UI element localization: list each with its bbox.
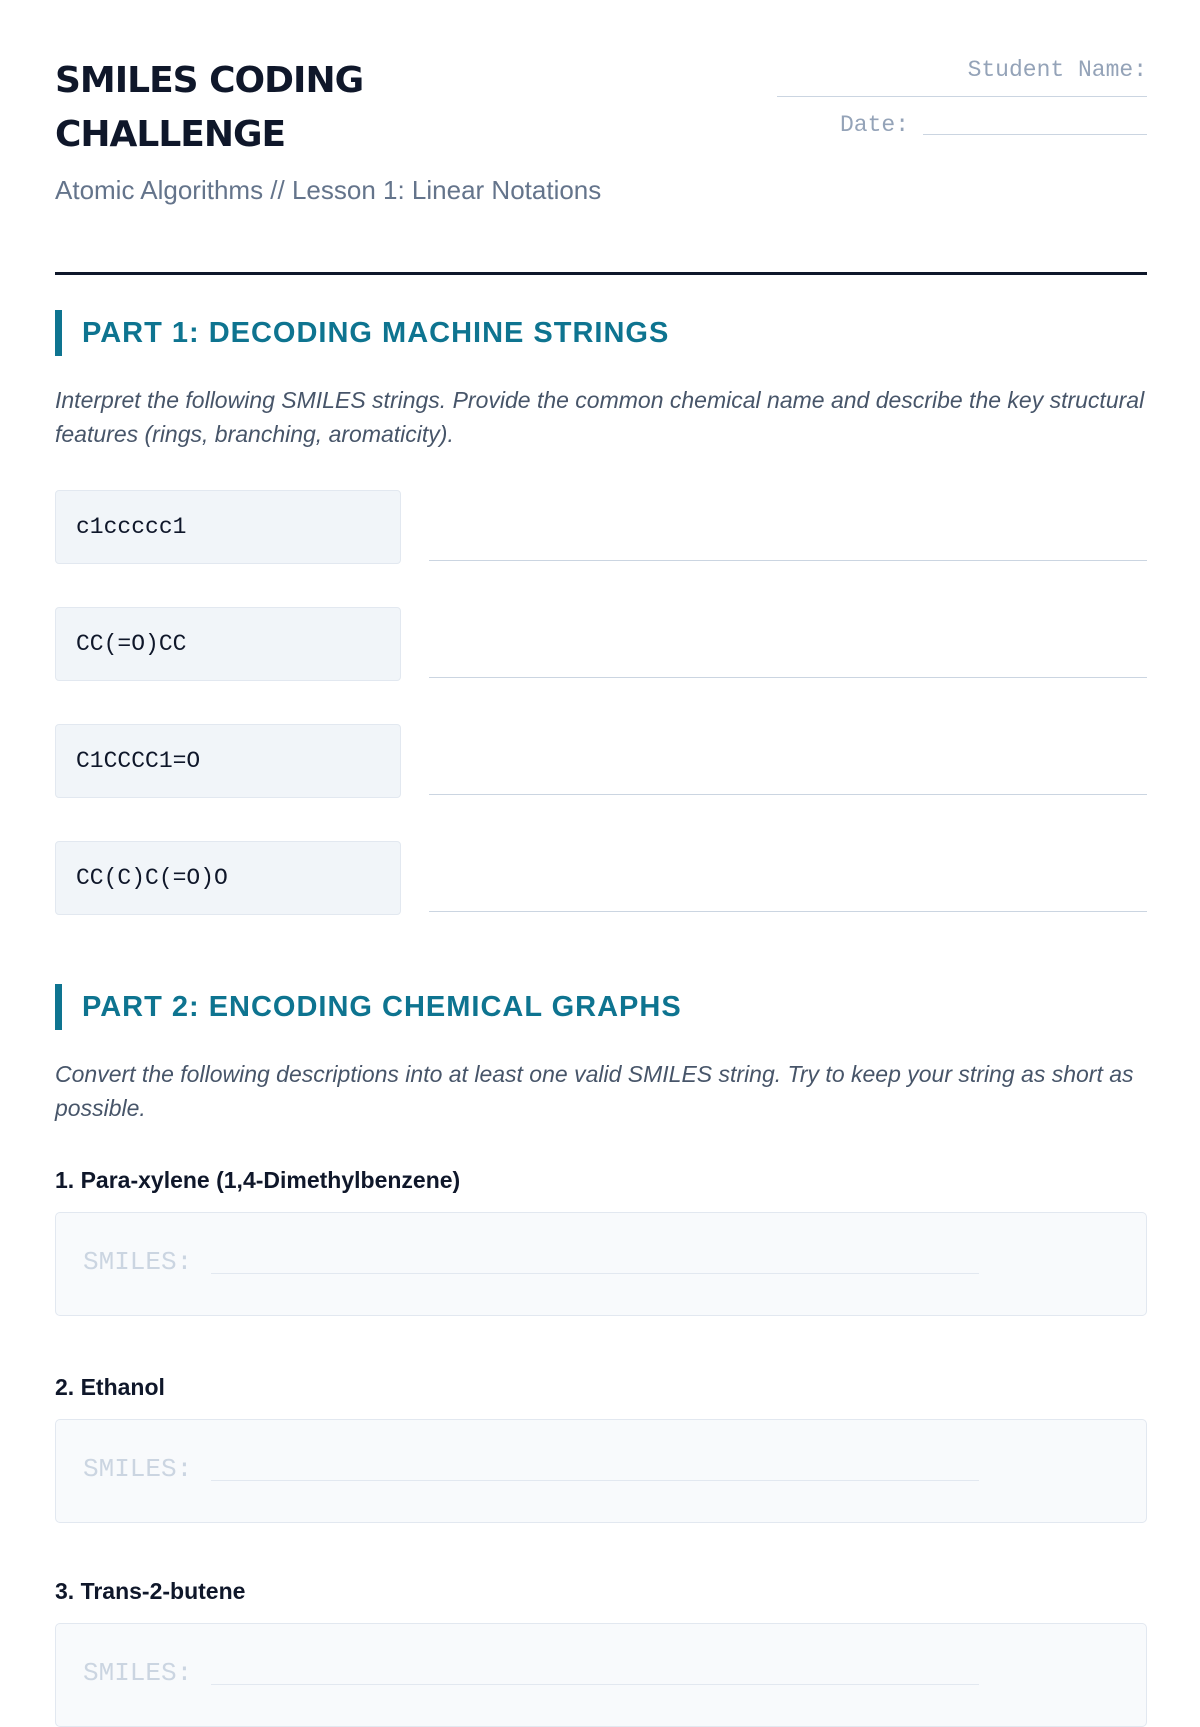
smiles-answer-box[interactable] xyxy=(55,1623,1147,1727)
page-subtitle: Atomic Algorithms // Lesson 1: Linear Notations xyxy=(55,175,602,205)
smiles-label: SMILES: xyxy=(83,1247,193,1277)
part1-title: PART 1: DECODING MACHINE STRINGS xyxy=(82,316,670,349)
title-line-1: SMILES CODING xyxy=(55,60,364,101)
smiles-label: SMILES: xyxy=(83,1658,193,1688)
worksheet-page xyxy=(55,0,1147,1688)
question-item xyxy=(55,1575,1147,1727)
worksheet-header xyxy=(55,0,1147,275)
smiles-answer-box[interactable] xyxy=(55,1419,1147,1523)
answer-line[interactable] xyxy=(429,911,1147,912)
question-title: 1. Para-xylene (1,4-Dimethylbenzene) xyxy=(55,1167,461,1193)
decode-item xyxy=(55,490,1147,607)
page-title xyxy=(55,54,615,162)
part2-header xyxy=(55,984,1174,1030)
title-line-2: CHALLENGE xyxy=(55,114,286,155)
smiles-label: SMILES: xyxy=(83,1454,193,1484)
title-block xyxy=(55,54,615,210)
answer-line[interactable] xyxy=(429,794,1147,795)
question-title: 3. Trans-2-butene xyxy=(55,1578,246,1604)
part2-title: PART 2: ENCODING CHEMICAL GRAPHS xyxy=(82,990,682,1023)
decode-item xyxy=(55,841,1147,958)
decode-item xyxy=(55,607,1147,724)
smiles-answer-line[interactable] xyxy=(211,1480,979,1481)
answer-line[interactable] xyxy=(429,560,1147,561)
question-item xyxy=(55,1371,1147,1523)
date-label: Date: xyxy=(839,112,909,138)
smiles-answer-box[interactable] xyxy=(55,1212,1147,1316)
decode-item xyxy=(55,724,1147,841)
part1-instructions: Interpret the following SMILES strings. Provide the common chemical name and describe the key structural features (rings, branching, aromaticity). xyxy=(55,387,1145,447)
smiles-string-box: CC(C)C(=O)O xyxy=(55,841,401,915)
date-row xyxy=(777,109,1147,141)
answer-line[interactable] xyxy=(429,677,1147,678)
student-name-field[interactable] xyxy=(777,96,1147,97)
student-name-label: Student Name: xyxy=(967,57,1147,83)
part2-instructions: Convert the following descriptions into at least one valid SMILES string. Try to keep your string as short as possible. xyxy=(55,1061,1134,1121)
smiles-answer-line[interactable] xyxy=(211,1684,979,1685)
smiles-string-box: C1CCCC1=O xyxy=(55,724,401,798)
smiles-string-box: c1ccccc1 xyxy=(55,490,401,564)
part1-header xyxy=(55,310,1174,356)
decode-list xyxy=(55,490,1147,958)
question-title: 2. Ethanol xyxy=(55,1374,165,1400)
smiles-string-box: CC(=O)CC xyxy=(55,607,401,681)
date-field[interactable] xyxy=(923,134,1147,135)
student-info xyxy=(777,54,1147,141)
question-item xyxy=(55,1164,1147,1316)
smiles-answer-line[interactable] xyxy=(211,1273,979,1274)
